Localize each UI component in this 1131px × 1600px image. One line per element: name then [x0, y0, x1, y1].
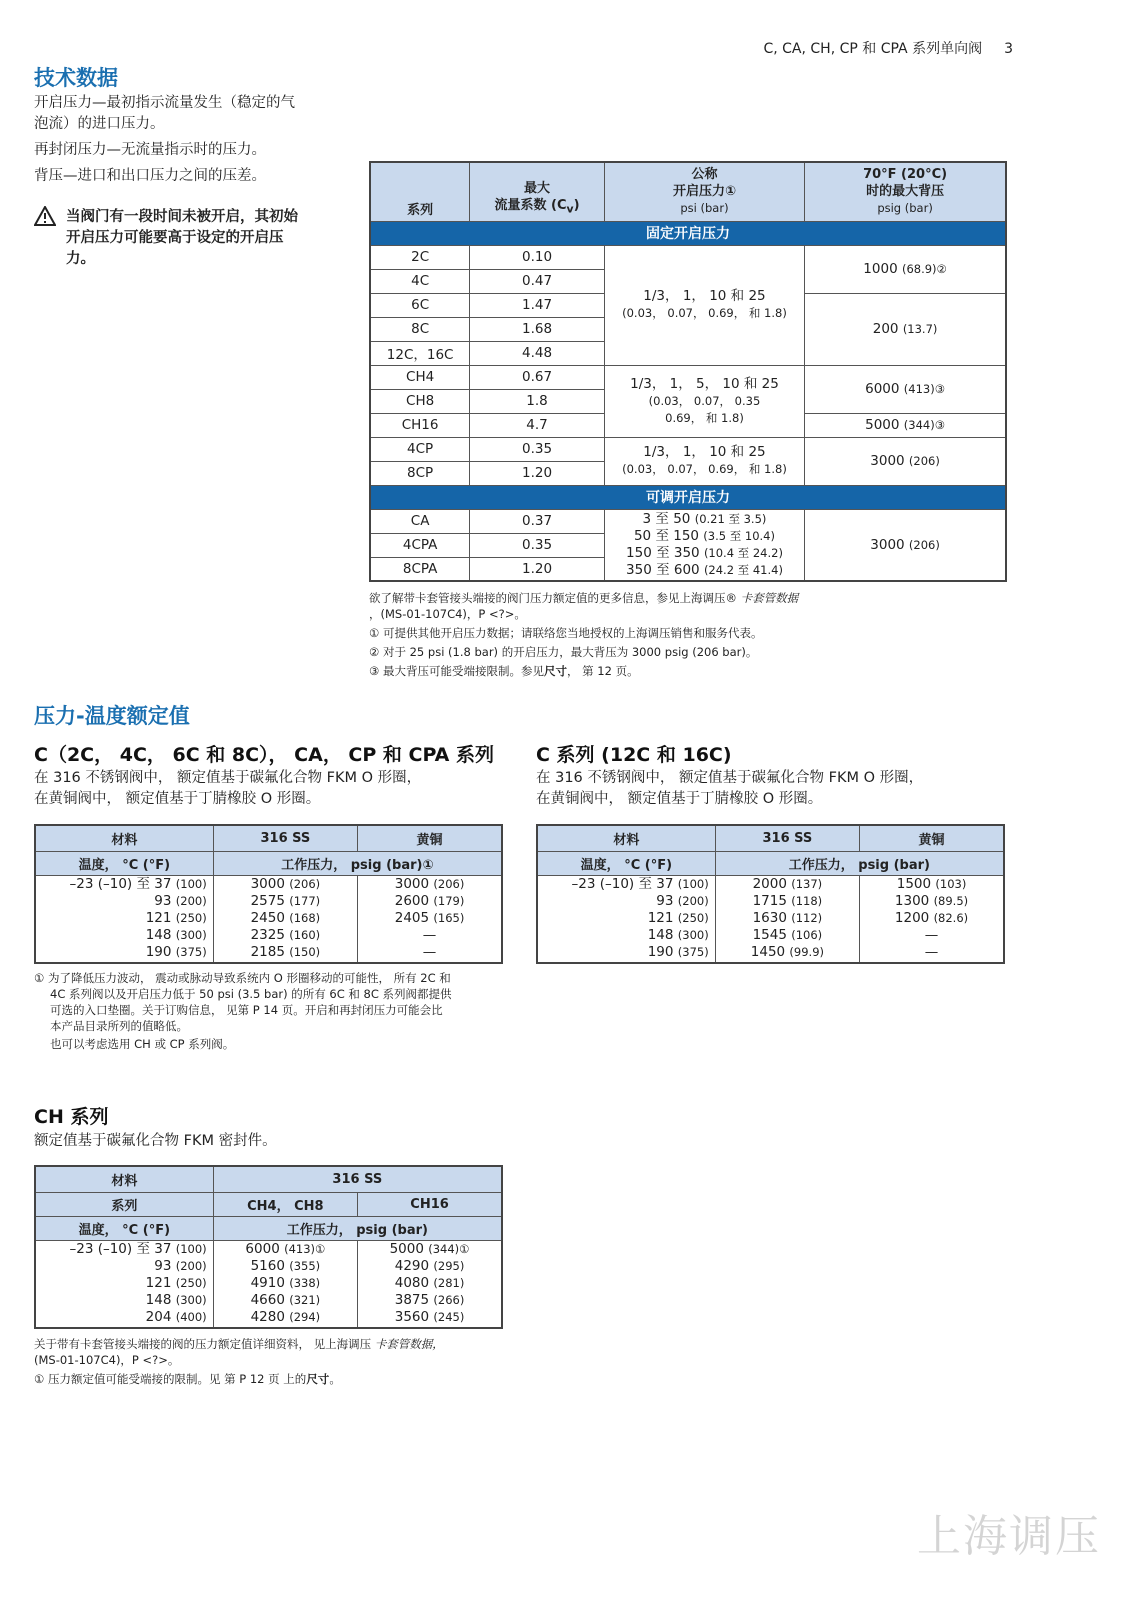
temp-c: –23 (–10) 至 37: [69, 1241, 172, 1258]
temp-row: [36, 1309, 207, 1326]
col-cv-close: ): [573, 197, 580, 213]
adj-bar: (0.21 至 3.5): [694, 511, 767, 526]
val-bar: (338): [289, 1276, 321, 1291]
bp-adj-cell: [805, 509, 1006, 581]
note4-bold: 尺寸: [543, 664, 567, 678]
temp-f: (250): [677, 911, 709, 926]
note1-italic: 卡套管数据: [740, 591, 799, 605]
crack-c-cell: [604, 245, 804, 365]
val-row: [358, 927, 501, 944]
val-row: [716, 876, 859, 893]
val: 4910: [250, 1275, 285, 1292]
val-bar: (206): [289, 877, 321, 892]
pt-left-h-ss: 316 SS: [213, 825, 357, 851]
temp-row: [36, 927, 207, 944]
cv-cell: 0.37: [470, 509, 605, 533]
val: 4290: [394, 1258, 430, 1275]
pt-right-table: [536, 824, 1005, 964]
pt-right-desc-2: 在黄铜阀中， 额定值基于丁腈橡胶 O 形圈。: [536, 791, 823, 807]
temp-c: 190: [647, 944, 674, 961]
temp-c: 93: [656, 893, 674, 910]
val: 3560: [394, 1309, 430, 1326]
val: 2325: [250, 927, 285, 944]
pt-right-h-material: 材料: [537, 825, 715, 851]
col-crack-line1: 公称: [691, 167, 718, 183]
val: 1500: [896, 876, 932, 893]
adj-psi: 150 至 350: [626, 544, 700, 561]
temp-f: (200): [175, 1259, 207, 1274]
crack-cp-bar: (0.03， 0.07， 0.69， 和 1.8): [622, 462, 787, 476]
adj-bar: (24.2 至 41.4): [703, 562, 783, 577]
cv-cell: 1.47: [470, 293, 605, 317]
val-row: [860, 944, 1003, 961]
temp-c: 121: [145, 910, 172, 927]
val-row: [358, 1292, 501, 1309]
val: 1300: [894, 893, 930, 910]
ch-note-1: [34, 1336, 514, 1352]
note-4: [369, 663, 1009, 679]
def-cracking-1: 开启压力—最初指示流量发生（稳定的气: [34, 95, 295, 111]
temp-f: (100): [677, 877, 709, 892]
temp-c: 190: [145, 944, 172, 961]
crack-ch-bar-1: (0.03， 0.07， 0.35: [648, 393, 761, 408]
val: 2600: [394, 893, 430, 910]
page-number: 3: [1004, 41, 1013, 57]
pt-heading: 压力-温度额定值: [34, 704, 190, 728]
bp-5000-cell: [805, 413, 1006, 437]
cv-cell: 0.35: [470, 437, 605, 461]
adj-bar: (3.5 至 10.4): [703, 528, 775, 543]
temp-f: (300): [677, 928, 709, 943]
val-row: [860, 927, 1003, 944]
ch-h-series: 系列: [35, 1192, 213, 1216]
val: 3000: [394, 876, 430, 893]
val-row: [358, 944, 501, 961]
cv-cell: 4.48: [470, 341, 605, 365]
fn-line-4: 本产品目录所列的值略低。: [50, 1019, 188, 1033]
val: 2575: [250, 893, 285, 910]
temp-f: (100): [175, 1242, 207, 1257]
note1-ref: ，(MS-01-107C4)，P <?>。: [369, 607, 526, 621]
val: 2000: [752, 876, 787, 893]
temp-row: [538, 910, 709, 927]
val: 1715: [752, 893, 787, 910]
ch-note-3-end: 。: [329, 1372, 341, 1386]
bp-6000-bar: (413)③: [903, 382, 946, 396]
bp-3000-bar: (206): [908, 454, 940, 468]
temp-row: [36, 1292, 207, 1309]
ch-note-3-text: ① 压力额定值可能受端接的限制。见 第 P 12 页 上的: [34, 1372, 307, 1386]
warning-triangle-icon: [34, 206, 56, 230]
temp-row: [36, 910, 207, 927]
note-tube-data: [369, 590, 1009, 606]
adj-psi: 50 至 150: [633, 527, 699, 544]
cv-cell: 1.20: [470, 557, 605, 581]
ch-h-wp: 工作压力， psig (bar): [213, 1216, 502, 1240]
val-row: [214, 910, 357, 927]
adj-bar: (10.4 至 24.2): [703, 545, 783, 560]
ch-note-3-bold: 尺寸: [306, 1372, 330, 1386]
crack-c-psi: 1/3， 1， 10 和 25: [643, 288, 766, 304]
bp-1000: 1000: [863, 261, 898, 277]
crack-ch-cell: [604, 365, 804, 437]
val-row: [214, 1241, 357, 1258]
temp-row: [36, 893, 207, 910]
val: 1200: [894, 910, 930, 927]
val-bar: (281): [433, 1276, 465, 1291]
ch-table: [34, 1165, 503, 1329]
val-row: [214, 1275, 357, 1292]
ch-temps: [35, 1240, 213, 1328]
bp-3000: 3000: [870, 453, 905, 469]
val: 4660: [250, 1292, 285, 1309]
cv-cell: 0.35: [470, 533, 605, 557]
val-row: [860, 910, 1003, 927]
fn-line-1: ① 为了降低压力波动， 震动或脉动导致系统内 O 形圈移动的可能性， 所有 2C 和: [34, 971, 451, 985]
val: —: [924, 927, 939, 944]
val: 1630: [752, 910, 787, 927]
pt-right-title: C 系列 (12C 和 16C): [536, 744, 732, 766]
series-cell: 8C: [370, 317, 470, 341]
pt-left-temps: [35, 875, 213, 963]
pt-right-h-brass: 黄铜: [860, 825, 1004, 851]
col-cracking: [604, 162, 804, 221]
val-bar: (118): [791, 894, 823, 909]
val: 4080: [394, 1275, 430, 1292]
val: —: [924, 944, 939, 961]
adj-psi: 350 至 600: [626, 561, 700, 578]
pt-left-h-brass: 黄铜: [358, 825, 502, 851]
bp-5000: 5000: [865, 417, 900, 433]
pt-left-table: [34, 824, 503, 964]
page-header: [763, 38, 1013, 58]
warning-text: [66, 207, 336, 270]
temp-c: 148: [647, 927, 674, 944]
val: 5160: [250, 1258, 285, 1275]
val-bar: (112): [791, 911, 823, 926]
val-row: [860, 893, 1003, 910]
bp-5000-bar: (344)③: [903, 418, 946, 432]
temp-f: (100): [175, 877, 207, 892]
val-row: [214, 927, 357, 944]
ch-note-1-italic: 卡套管数据，: [374, 1337, 444, 1351]
temp-row: [36, 1241, 207, 1258]
fn-line-2: 4C 系列阀以及开启压力低于 50 psi (3.5 bar) 的所有 6C 和 8C 系列阀都提供: [50, 987, 452, 1001]
bp-3000-cell: [805, 437, 1006, 485]
pt-left-desc-1: 在 316 不锈钢阀中， 额定值基于碳氟化合物 FKM O 形圈，: [34, 770, 422, 786]
fn-line-3: 可选的入口垫圈。关于订购信息， 见第 P 14 页。开启和再封闭压力可能会比: [50, 1003, 443, 1017]
val-bar: (165): [433, 911, 465, 926]
series-cell: 4CP: [370, 437, 470, 461]
val-row: [860, 876, 1003, 893]
temp-f: (300): [175, 1293, 207, 1308]
series-cell: 6C: [370, 293, 470, 317]
val-row: [358, 1258, 501, 1275]
temp-row: [538, 893, 709, 910]
val-row: [214, 1292, 357, 1309]
cv-cell: 1.20: [470, 461, 605, 485]
val-bar: (168): [289, 911, 321, 926]
temp-row: [36, 1258, 207, 1275]
val: 2185: [250, 944, 285, 961]
ch-desc: 额定值基于碳氟化合物 FKM 密封件。: [34, 1133, 277, 1149]
val-row: [214, 1258, 357, 1275]
temp-row: [538, 927, 709, 944]
cv-cell: 0.67: [470, 365, 605, 389]
val-bar: (355): [289, 1259, 321, 1274]
val-row: [214, 893, 357, 910]
temp-c: 148: [145, 1292, 172, 1309]
temp-row: [36, 1275, 207, 1292]
col-bp-line1: 70°F (20°C): [863, 167, 948, 183]
temp-row: [36, 876, 207, 893]
def-reseal: 再封闭压力—无流量指示时的压力。: [34, 142, 266, 158]
col-cv-line2: [470, 197, 604, 218]
series-cell: CH8: [370, 389, 470, 413]
series-cell: 4CPA: [370, 533, 470, 557]
temp-c: –23 (–10) 至 37: [69, 876, 172, 893]
temp-f: (200): [677, 894, 709, 909]
val: 2405: [394, 910, 430, 927]
pt-right-h-ss: 316 SS: [715, 825, 859, 851]
col-bp-line2: 时的最大背压: [866, 184, 945, 200]
ch-h-ch16: CH16: [358, 1192, 502, 1216]
cv-cell: 1.8: [470, 389, 605, 413]
val-bar: (245): [433, 1310, 465, 1325]
val-bar: (103): [935, 877, 967, 892]
def-backpressure: 背压—进口和出口压力之间的压差。: [34, 168, 266, 184]
temp-f: (250): [175, 911, 207, 926]
val: 5000: [389, 1241, 424, 1258]
val: —: [422, 944, 437, 961]
note4-end: ， 第 12 页。: [566, 664, 639, 678]
val-bar: (160): [289, 928, 321, 943]
ch-h-ss: 316 SS: [213, 1166, 502, 1192]
pt-right-desc: [536, 768, 1006, 810]
val-bar: (82.6): [933, 911, 969, 926]
crack-c-bar: (0.03， 0.07， 0.69， 和 1.8): [622, 306, 787, 320]
ch-note-1-text: 关于带有卡套管接头端接的阀的压力额定值详细资料， 见上海调压: [34, 1337, 375, 1351]
col-cv-sub: v: [566, 202, 574, 216]
val-bar: (177): [289, 894, 321, 909]
temp-row: [538, 944, 709, 961]
bp-6000: 6000: [865, 381, 900, 397]
series-cell: 2C: [370, 245, 470, 269]
temp-f: (375): [175, 945, 207, 960]
val-row: [358, 1241, 501, 1258]
val-bar: (179): [433, 894, 465, 909]
pt-left-title: C（2C， 4C， 6C 和 8C）， CA， CP 和 CPA 系列: [34, 744, 494, 766]
val-bar: (413)①: [284, 1242, 326, 1257]
temp-f: (200): [175, 894, 207, 909]
crack-cp-psi: 1/3， 1， 10 和 25: [643, 444, 766, 460]
col-cv-text: 流量系数 (C: [494, 197, 567, 213]
val-bar: (89.5): [933, 894, 969, 909]
crack-ch-bar-2: 0.69， 和 1.8): [665, 410, 744, 425]
temp-c: 204: [145, 1309, 172, 1326]
val-row: [358, 1275, 501, 1292]
pt-left-h-material: 材料: [35, 825, 213, 851]
cv-cell: 4.7: [470, 413, 605, 437]
pt-left-desc: [34, 768, 504, 810]
ch-ch48-values: [213, 1240, 357, 1328]
pt-left-desc-2: 在黄铜阀中， 额定值基于丁腈橡胶 O 形圈。: [34, 791, 321, 807]
val-bar: (206): [433, 877, 465, 892]
val-bar: (295): [433, 1259, 465, 1274]
temp-row: [538, 876, 709, 893]
band-adjustable: 可调开启压力: [370, 485, 1006, 509]
pt-right-brass-values: [860, 875, 1004, 963]
ch-title: CH 系列: [34, 1106, 109, 1128]
bp-200: 200: [872, 321, 899, 337]
warning-line-1: 当阀门有一段时间未被开启，其初始: [66, 209, 298, 225]
note-2: ① 可提供其他开启压力数据；请联络您当地授权的上海调压销售和服务代表。: [369, 626, 763, 640]
bp-adj: 3000: [870, 536, 905, 553]
pt-right-h-temp: 温度， °C (°F): [537, 851, 715, 875]
val-row: [716, 927, 859, 944]
val-row: [358, 910, 501, 927]
warning-line-3: 力。: [66, 251, 95, 267]
warning-line-2: 开启压力可能要高于设定的开启压: [66, 230, 284, 246]
series-cell: CA: [370, 509, 470, 533]
val-bar: (150): [289, 945, 321, 960]
tech-definitions: [34, 93, 354, 187]
crack-adj-cell: [604, 509, 804, 581]
val-bar: (106): [791, 928, 823, 943]
band-fixed: 固定开启压力: [370, 221, 1006, 245]
val: 1450: [750, 944, 786, 961]
def-cracking-2: 泡流）的进口压力。: [34, 116, 165, 132]
ch-ch16-values: [358, 1240, 502, 1328]
val-row: [358, 876, 501, 893]
pt-left-brass-values: [358, 875, 502, 963]
val: 4280: [250, 1309, 285, 1326]
main-table-notes: [369, 590, 1009, 679]
temp-f: (300): [175, 928, 207, 943]
pt-left-footnote: [34, 970, 504, 1052]
val-row: [716, 944, 859, 961]
bp-adj-bar: (206): [908, 537, 940, 552]
val: —: [422, 927, 437, 944]
temp-c: 93: [154, 1258, 172, 1275]
val-bar: (99.9): [789, 945, 825, 960]
val-bar: (266): [433, 1293, 465, 1308]
crack-ch-psi: 1/3， 1， 5， 10 和 25: [630, 375, 779, 392]
val-bar: (294): [289, 1310, 321, 1325]
cv-cell: 0.10: [470, 245, 605, 269]
col-cv-line1: 最大: [524, 180, 551, 196]
ch-note-3: [34, 1371, 514, 1387]
pt-right-temps: [537, 875, 715, 963]
cv-cell: 0.47: [470, 269, 605, 293]
col-backpressure: [805, 162, 1006, 221]
val: 3875: [394, 1292, 430, 1309]
temp-f: (250): [175, 1276, 207, 1291]
ch-note-2: (MS-01-107C4)，P <?>。: [34, 1353, 180, 1367]
col-bp-line3: psig (bar): [877, 201, 933, 216]
adj-psi: 3 至 50: [642, 510, 691, 527]
ch-notes: [34, 1336, 514, 1387]
col-crack-line2: 开启压力①: [672, 184, 736, 200]
series-cell: CH16: [370, 413, 470, 437]
col-crack-line3: psi (bar): [680, 201, 729, 216]
ch-h-ch4-ch8: CH4， CH8: [213, 1192, 357, 1216]
adj-row: [605, 528, 804, 545]
val-row: [214, 1309, 357, 1326]
pt-right-h-wp: 工作压力， psig (bar): [715, 851, 1004, 875]
note-3: ② 对于 25 psi (1.8 bar) 的开启压力，最大背压为 3000 psig (206 bar)。: [369, 645, 758, 659]
val: 2450: [250, 910, 285, 927]
val-row: [214, 876, 357, 893]
crack-cp-cell: [604, 437, 804, 485]
temp-f: (375): [677, 945, 709, 960]
col-cv: [470, 162, 605, 221]
val-bar: (321): [289, 1293, 321, 1308]
bp-200-cell: [805, 293, 1006, 365]
series-cell: 8CP: [370, 461, 470, 485]
temp-c: –23 (–10) 至 37: [571, 876, 674, 893]
temp-row: [36, 944, 207, 961]
ch-h-temp: 温度， °C (°F): [35, 1216, 213, 1240]
series-cell: 12C，16C: [370, 341, 470, 365]
bp-1000-cell: [805, 245, 1006, 293]
temp-c: 148: [145, 927, 172, 944]
col-series: 系列: [370, 162, 470, 221]
val-row: [716, 910, 859, 927]
pt-left-ss-values: [213, 875, 357, 963]
tech-heading: 技术数据: [34, 66, 118, 90]
fn-line-5: 也可以考虑选用 CH 或 CP 系列阀。: [50, 1037, 235, 1051]
header-title: C, CA, CH, CP 和 CPA 系列单向阀: [763, 41, 983, 57]
val-row: [358, 893, 501, 910]
val-bar: (344)①: [428, 1242, 470, 1257]
bp-200-bar: (13.7): [902, 322, 938, 336]
val: 6000: [245, 1241, 280, 1258]
adj-row: [605, 562, 804, 579]
series-cell: 4C: [370, 269, 470, 293]
val-row: [358, 1309, 501, 1326]
val: 3000: [250, 876, 285, 893]
note4-text: ③ 最大背压可能受端接限制。参见: [369, 664, 544, 678]
temp-c: 121: [145, 1275, 172, 1292]
pt-left-h-temp: 温度， °C (°F): [35, 851, 213, 875]
temp-c: 93: [154, 893, 172, 910]
series-cell: 8CPA: [370, 557, 470, 581]
ch-h-material: 材料: [35, 1166, 213, 1192]
watermark-logo: 上海调压: [917, 1511, 1101, 1562]
pt-right-ss-values: [715, 875, 859, 963]
cracking-pressure-table: [369, 161, 1007, 582]
pt-right-desc-1: 在 316 不锈钢阀中， 额定值基于碳氟化合物 FKM O 形圈，: [536, 770, 924, 786]
val-row: [214, 944, 357, 961]
val-row: [716, 893, 859, 910]
note1-text: 欲了解带卡套管接头端接的阀门压力额定值的更多信息，参见上海调压®: [369, 591, 741, 605]
cv-cell: 1.68: [470, 317, 605, 341]
temp-c: 121: [647, 910, 674, 927]
bp-1000-bar: (68.9)②: [901, 262, 947, 276]
val: 1545: [752, 927, 787, 944]
adj-row: [605, 545, 804, 562]
pt-left-h-wp: 工作压力， psig (bar)①: [213, 851, 502, 875]
val-bar: (137): [791, 877, 823, 892]
temp-f: (400): [175, 1310, 207, 1325]
bp-6000-cell: [805, 365, 1006, 413]
adj-row: [605, 511, 804, 528]
series-cell: CH4: [370, 365, 470, 389]
